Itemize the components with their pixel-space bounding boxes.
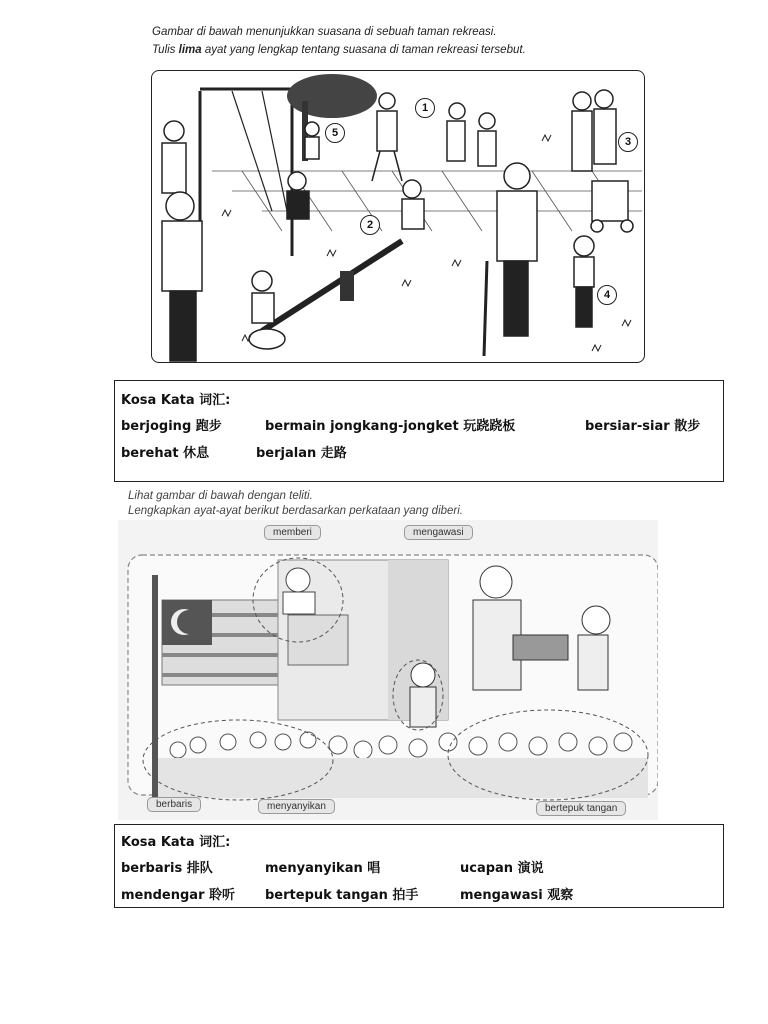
park-scene-drawing [152, 71, 644, 362]
vocab-item: berehat 休息 [121, 446, 210, 461]
scene-number-3: 3 [618, 132, 638, 152]
vocab-box-2 [114, 824, 724, 908]
vocab-item: bermain jongkang-jongket 玩跷跷板 [265, 419, 516, 434]
vocab-heading: Kosa Kata 词汇: [121, 835, 231, 850]
scene-number-2: 2 [360, 215, 380, 235]
vocab-item: mendengar 聆听 [121, 888, 236, 903]
vocab-item: bertepuk tangan 拍手 [265, 888, 419, 903]
instruction-line-2: Tulis lima ayat yang lengkap tentang suasana di taman rekreasi tersebut. [152, 44, 526, 56]
vocab-item: berjalan 走路 [256, 446, 347, 461]
vocab-item: menyanyikan 唱 [265, 861, 381, 876]
vocab-box-1 [114, 380, 724, 482]
tag-mengawasi: mengawasi [404, 525, 473, 540]
instruction2-line-2: Lengkapkan ayat-ayat berikut berdasarkan perkataan yang diberi. [128, 505, 463, 517]
vocab-item: ucapan 演说 [460, 861, 544, 876]
scene-number-4: 4 [597, 285, 617, 305]
tag-memberi: memberi [264, 525, 321, 540]
vocab-heading: Kosa Kata 词汇: [121, 393, 231, 408]
tag-berbaris: berbaris [147, 797, 201, 812]
assembly-scene-drawing [118, 520, 658, 820]
vocab-item: bersiar-siar 散步 [585, 419, 701, 434]
vocab-item: berbaris 排队 [121, 861, 213, 876]
instruction-line-1: Gambar di bawah menunjukkan suasana di sebuah taman rekreasi. [152, 26, 497, 38]
vocab-item: berjoging 跑步 [121, 419, 222, 434]
park-scene-illustration [151, 70, 645, 363]
scene-number-1: 1 [415, 98, 435, 118]
instruction2-line-1: Lihat gambar di bawah dengan teliti. [128, 490, 313, 502]
vocab-item: mengawasi 观察 [460, 888, 574, 903]
tag-bertepuk-tangan: bertepuk tangan [536, 801, 626, 816]
instruction-bold-word: lima [178, 44, 202, 56]
assembly-scene-illustration [118, 520, 658, 820]
scene-number-5: 5 [325, 123, 345, 143]
tag-menyanyikan: menyanyikan [258, 799, 335, 814]
